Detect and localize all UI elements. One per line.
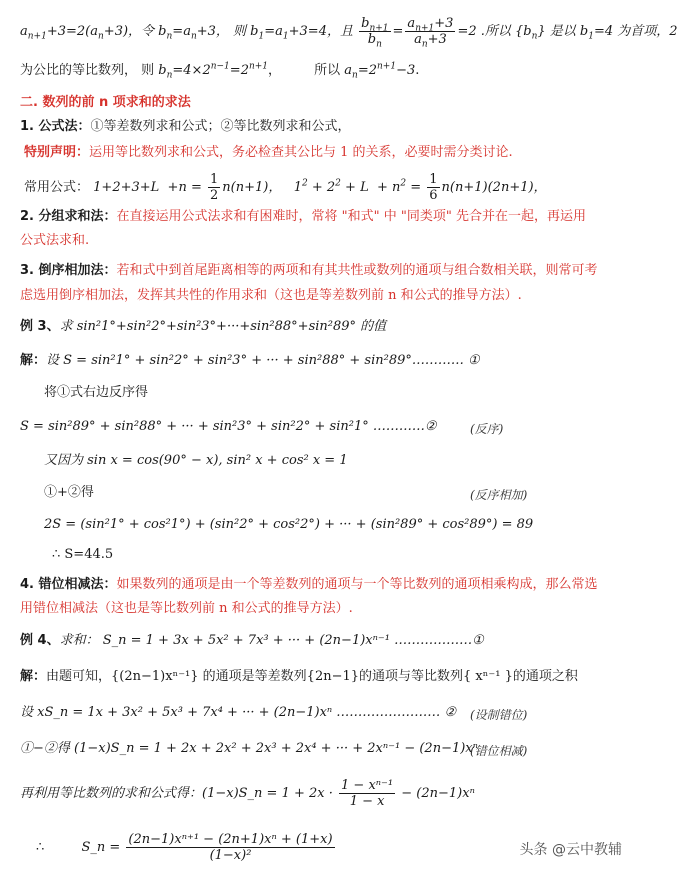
add-line: ①+②得	[44, 485, 94, 500]
final-prefix: S_n =	[81, 840, 125, 855]
set-line: 设 xS_n = 1x + 3x² + 5x³ + 7x⁴ + ··· + (2n−1)xⁿ …………………… ②	[20, 705, 457, 720]
again-frac-num: 1 − xⁿ⁻¹	[341, 778, 394, 793]
special-text: 运用等比数列求和公式，务必检查其公比与 1 的关系，必要时需分类讨论.	[89, 145, 513, 160]
therefore-s: ∴ S=44.5	[52, 547, 114, 562]
final-line	[36, 832, 337, 863]
example-4	[20, 632, 484, 650]
method-1	[20, 118, 351, 136]
solution-3-line-1	[20, 352, 480, 370]
watermark	[516, 837, 626, 861]
again-rest: − (2n−1)xⁿ	[397, 786, 475, 801]
watermark-text: 头条 @云中教辅	[519, 842, 622, 858]
special-note	[24, 144, 513, 162]
equation-2s: 2S = (sin²1° + cos²1°) + (sin²2° + cos²2°) + ··· + (sin²89° + cos²89°) = 89	[44, 517, 534, 532]
final-num: (2n−1)xⁿ⁺¹ − (2n+1)xⁿ + (1+x)	[128, 832, 333, 847]
solution-3-eq1: 设 S = sin²1° + sin²2° + sin²3° + ··· + sin²88° + sin²89°………… ①	[46, 353, 480, 368]
note-reverse: (反序)	[470, 422, 504, 436]
method-1-title: 1. 公式法：	[20, 119, 91, 134]
again-frac-den: 1 − x	[349, 794, 385, 809]
again-text: 再利用等比数列的求和公式得：(1−x)S_n = 1 + 2x ·	[20, 786, 338, 801]
example-4-label: 例 4、	[20, 633, 60, 648]
method-2	[20, 208, 586, 226]
example-3-label: 例 3、	[20, 319, 60, 334]
common-label: 常用公式：	[24, 180, 90, 195]
final-fraction	[126, 832, 334, 863]
example-4-text: 求和： S_n = 1 + 3x + 5x² + 7x³ + ··· + (2n−1)xⁿ⁻¹ ………………①	[59, 633, 484, 648]
solution-label: 解：	[20, 353, 47, 368]
solution-4-line	[20, 668, 578, 686]
solution-4-label: 解：	[20, 669, 47, 684]
method-4-text-b: 用错位相减法（这也是等比数列前 n 和公式的推导方法）.	[20, 601, 353, 616]
reverse-text: 将①式右边反序得	[44, 385, 149, 400]
method-3-text-b: 虑选用倒序相加法，发挥其共性的作用求和（这也是等差数列前 n 和公式的推导方法）.	[20, 288, 522, 303]
method-3-title: 3. 倒序相加法：	[20, 263, 117, 278]
again-line	[20, 778, 475, 809]
equation-reversed: S = sin²89° + sin²88° + ··· + sin²3° + sin²2° + sin²1° …………②	[20, 419, 437, 434]
section-title: 二. 数列的前 n 项求和的求法	[20, 95, 191, 110]
solution-4-text: 由题可知，{(2n−1)xⁿ⁻¹} 的通项是等差数列{2n−1}的通项与等比数列{ xⁿ⁻¹ }的通项之积	[46, 669, 578, 684]
method-3-text-a: 若和式中到首尾距离相等的两项和有其共性或数列的通项与组合数相关联，则常可考	[116, 263, 598, 278]
method-3	[20, 262, 598, 280]
note-subtract: (错位相减)	[470, 744, 528, 758]
subtract-line: ①−②得 (1−x)S_n = 1 + 2x + 2x² + 2x³ + 2x⁴ + ··· + 2xⁿ⁻¹ − (2n−1)xⁿ	[20, 741, 478, 756]
method-4	[20, 576, 598, 594]
common-formulas: 常用公式： 1+2+3+L +n = $\frac{1}{2}$ n(n+1)， $1^2 + 2^2 + L + n^2$ = $\frac{1}{6}$ n(n+1)(2n+1)，	[24, 172, 547, 203]
method-2-text-a: 在直接运用公式法求和有困难时，常将 "和式" 中 "同类项" 先合并在一起，再运用	[116, 209, 586, 224]
final-den: (1−x)²	[209, 848, 252, 863]
example-3	[20, 318, 386, 336]
line-recurrence: $a_{n+1}+3=2(a_n+3)$，令 $b_n=a_n+3$， 则 $b_1=a_1+3=4$，且 $\frac{b_{n+1}}{b_n}$ = $\frac{a_{n+1}+3}{a_n+3}$ =2 .所以 $\{b_n\}$ 是以 $b_1=4$ 为首项，2	[20, 16, 678, 50]
method-1-text: ①等差数列求和公式；②等比数列求和公式，	[90, 119, 351, 134]
therefore-symbol: ∴	[36, 840, 45, 855]
method-4-title: 4. 错位相减法：	[20, 577, 117, 592]
because-line: 又因为 sin x = cos(90° − x), sin² x + cos² x = 1	[44, 453, 348, 468]
note-set: (设制错位)	[470, 708, 528, 722]
method-2-text-b: 公式法求和.	[20, 233, 90, 248]
again-fraction	[339, 778, 395, 809]
example-3-text: 求 sin²1°+sin²2°+sin²3°+···+sin²88°+sin²89° 的值	[59, 319, 387, 334]
special-label: 特别声明：	[24, 145, 90, 160]
line-conclusion: 为公比的等比数列， 则 $b_n=4\times 2^{n-1}=2^{n+1}$， 所以 $a_n=2^{n+1}-3$.	[20, 61, 420, 81]
method-2-title: 2. 分组求和法：	[20, 209, 117, 224]
note-add: (反序相加)	[470, 488, 528, 502]
method-4-text-a: 如果数列的通项是由一个等差数列的通项与一个等比数列的通项相乘构成，那么常选	[116, 577, 598, 592]
